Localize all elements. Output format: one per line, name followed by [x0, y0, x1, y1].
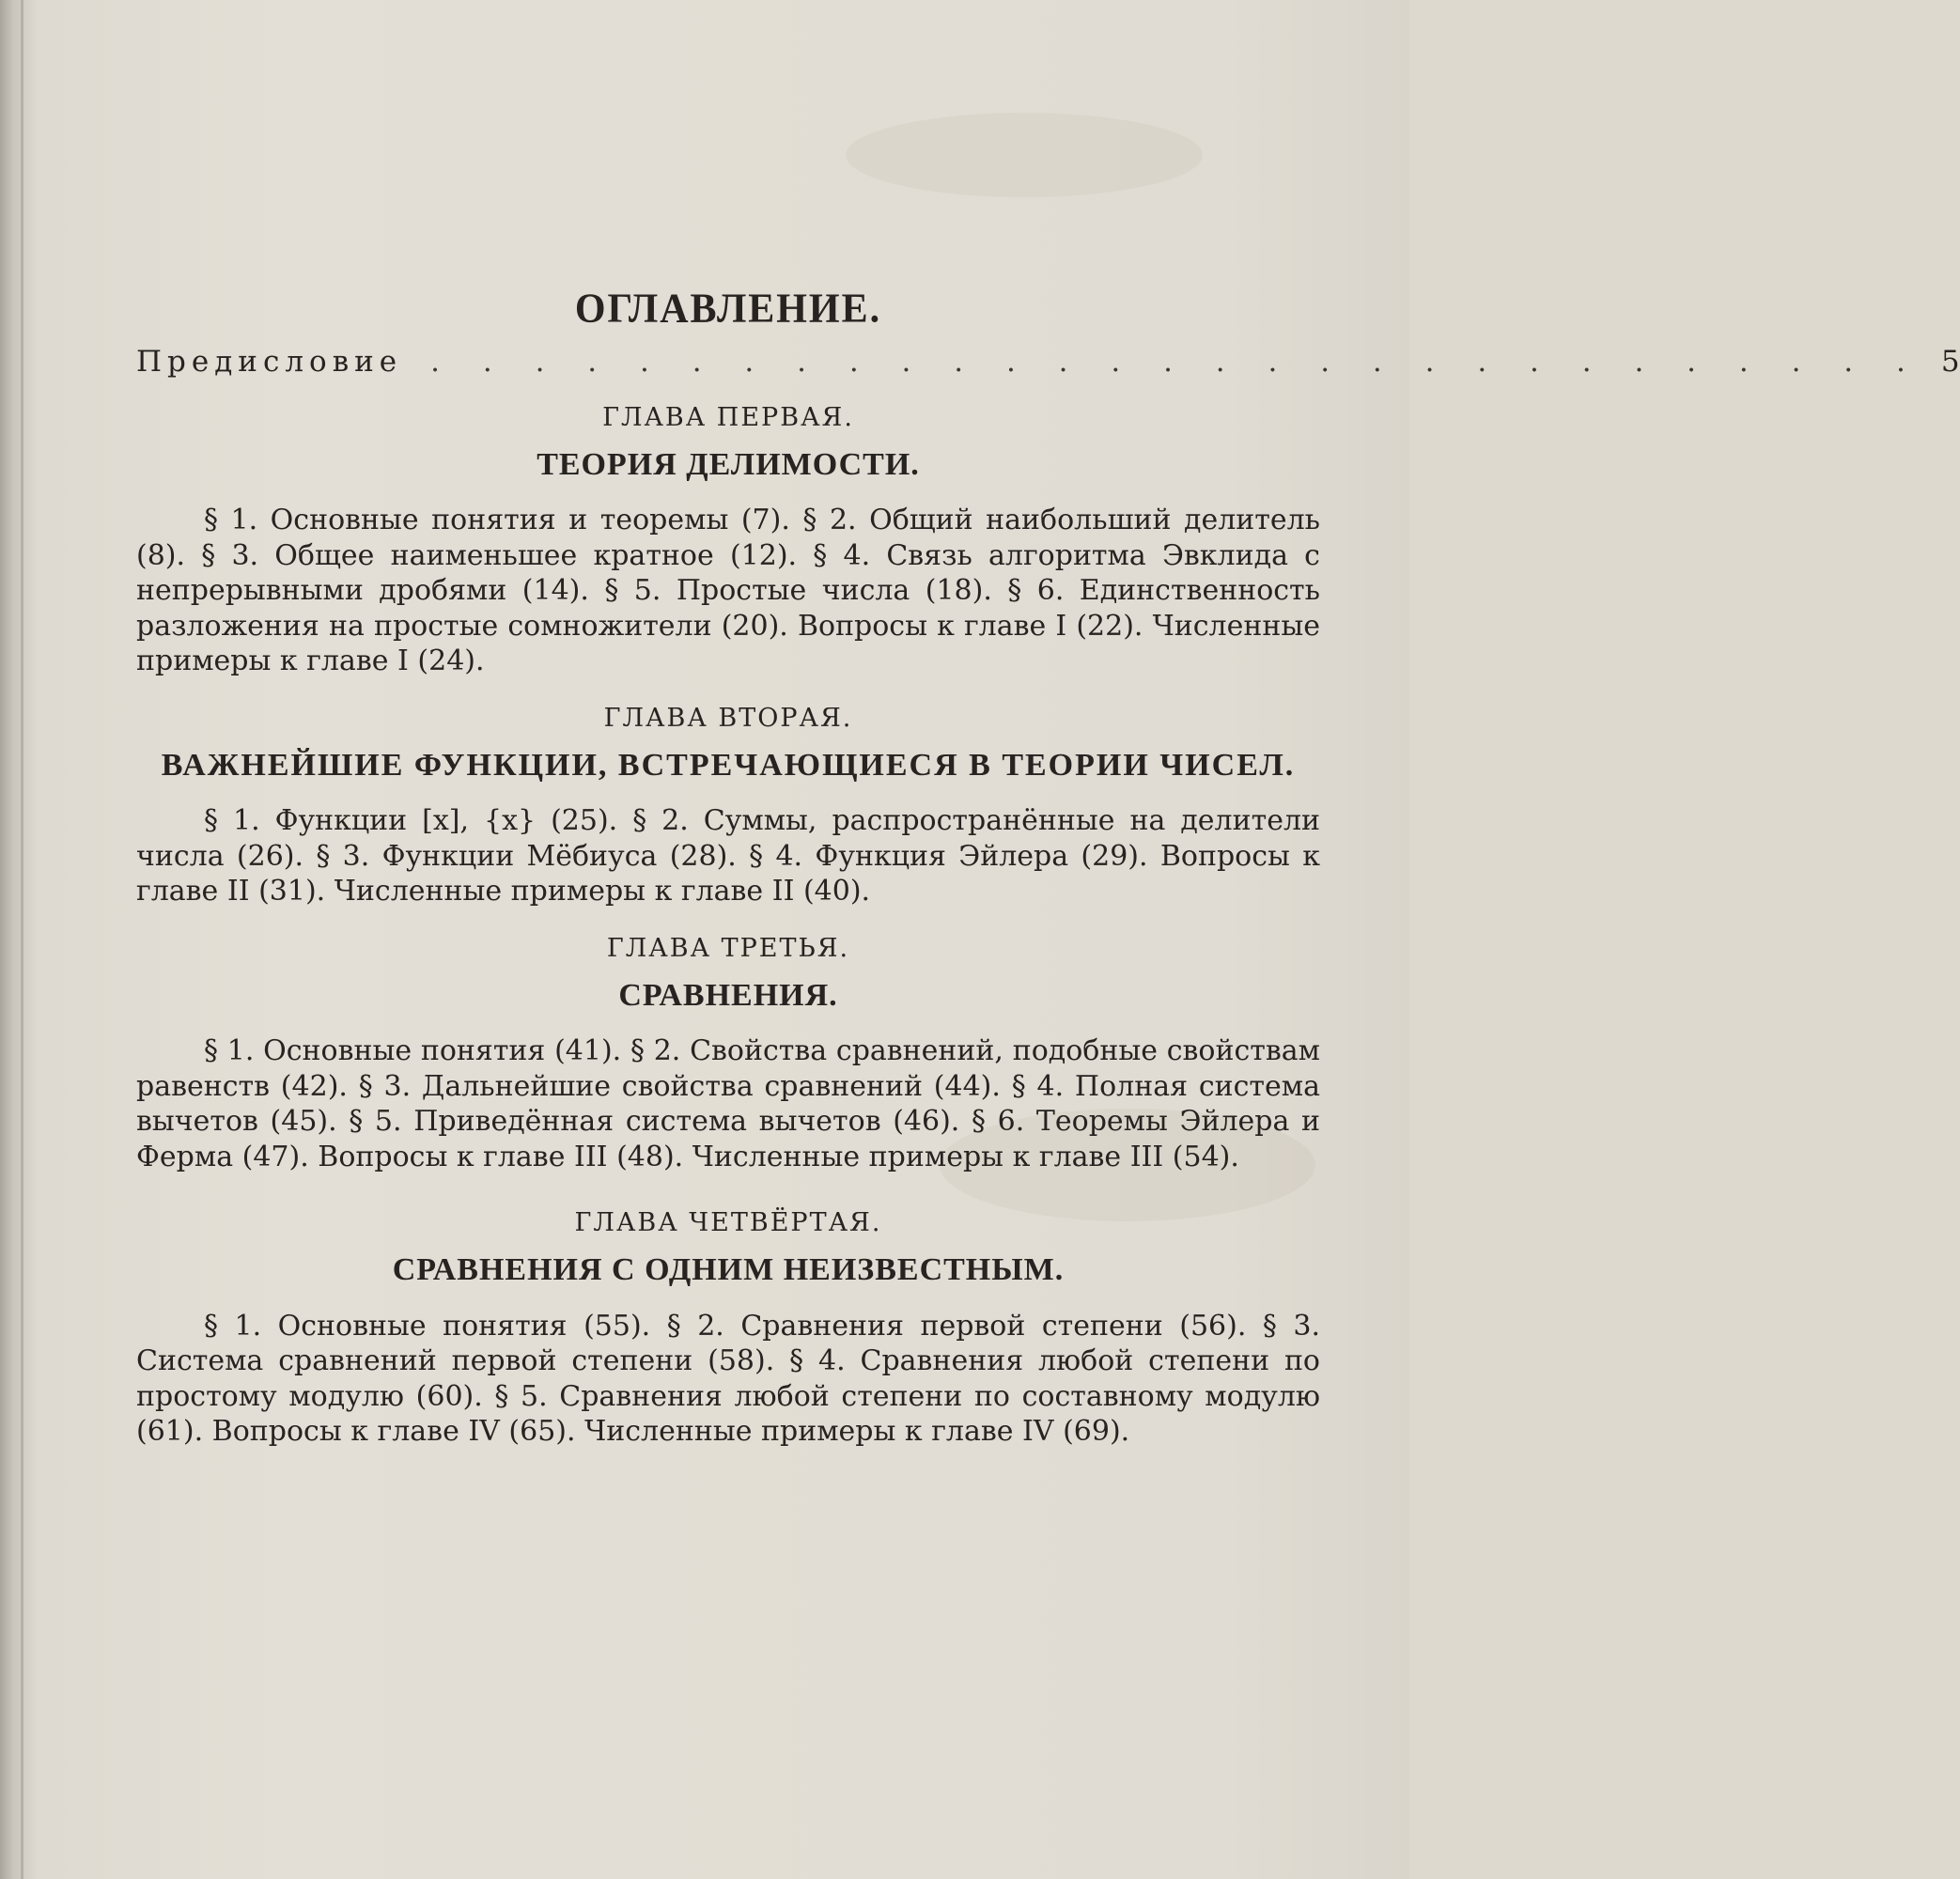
chapter-contents: § 1. Основные понятия (55). § 2. Сравнения первой степени (56). § 3. Система сравнений первой степени (58). § 4. Сравнения любой степени по простому модулю (60). § 5. Сравнения любой степени по составному модулю (61). Вопросы к главе IV (65). Численные примеры к главе IV (69).	[136, 1309, 1320, 1449]
chapter-3	[136, 934, 1320, 1174]
page-spine-shadow	[21, 0, 23, 1879]
toc-entry-preface	[136, 345, 1960, 379]
chapter-1	[136, 403, 1320, 679]
chapter-title: СРАВНЕНИЯ С ОДНИМ НЕИЗВЕСТНЫМ.	[392, 1252, 1065, 1288]
leader-dots: . . . . . . . . . . . . . . . . . . . . . . . . . . . . .	[430, 345, 1922, 379]
chapter-contents: § 1. Основные понятия и теоремы (7). § 2. Общий наибольший делитель (8). § 3. Общее наименьшее кратное (12). § 4. Связь алгоритма Эвклида с непрерывными дробями (14). § 5. Простые числа (18). § 6. Единственность разложения на простые сомножители (20). Вопросы к главе I (22). Численные примеры к главе I (24).	[136, 504, 1320, 678]
spacer	[136, 1199, 1320, 1208]
chapter-title: ВАЖНЕЙШИЕ ФУНКЦИИ, ВСТРЕЧАЮЩИЕСЯ В ТЕОРИИ ЧИСЕЛ.	[161, 747, 1296, 783]
toc-title: ОГЛАВЛЕНИЕ.	[574, 286, 882, 333]
preface-page-number: 5	[1940, 345, 1960, 379]
preface-label: Предисловие	[136, 345, 403, 379]
table-of-contents	[136, 286, 1960, 1474]
chapter-contents: § 1. Функции [x], {x} (25). § 2. Суммы, распространённые на делители числа (26). § 3. Функции Мёбиуса (28). § 4. Функция Эйлера (29). Вопросы к главе II (31). Численные примеры к главе II (40).	[136, 804, 1320, 908]
chapter-title: СРАВНЕНИЯ.	[618, 977, 838, 1013]
chapter-label: ГЛАВА ВТОРАЯ.	[603, 703, 853, 733]
chapter-label: ГЛАВА ЧЕТВЁРТАЯ.	[574, 1208, 882, 1238]
chapter-contents: § 1. Основные понятия (41). § 2. Свойства сравнений, подобные свойствам равенств (42). § 3. Дальнейшие свойства сравнений (44). § 4. Полная система вычетов (45). § 5. Приведённая система вычетов (46). § 6. Теоремы Эйлера и Ферма (47). Вопросы к главе III (48). Численные примеры к главе III (54).	[136, 1034, 1320, 1173]
chapter-title: ТЕОРИЯ ДЕЛИМОСТИ.	[537, 447, 920, 482]
chapter-label: ГЛАВА ТРЕТЬЯ.	[606, 933, 850, 963]
chapter-4	[136, 1208, 1320, 1449]
chapter-2	[136, 704, 1320, 909]
chapter-label: ГЛАВА ПЕРВАЯ.	[602, 403, 854, 432]
paper-stain	[846, 113, 1203, 197]
